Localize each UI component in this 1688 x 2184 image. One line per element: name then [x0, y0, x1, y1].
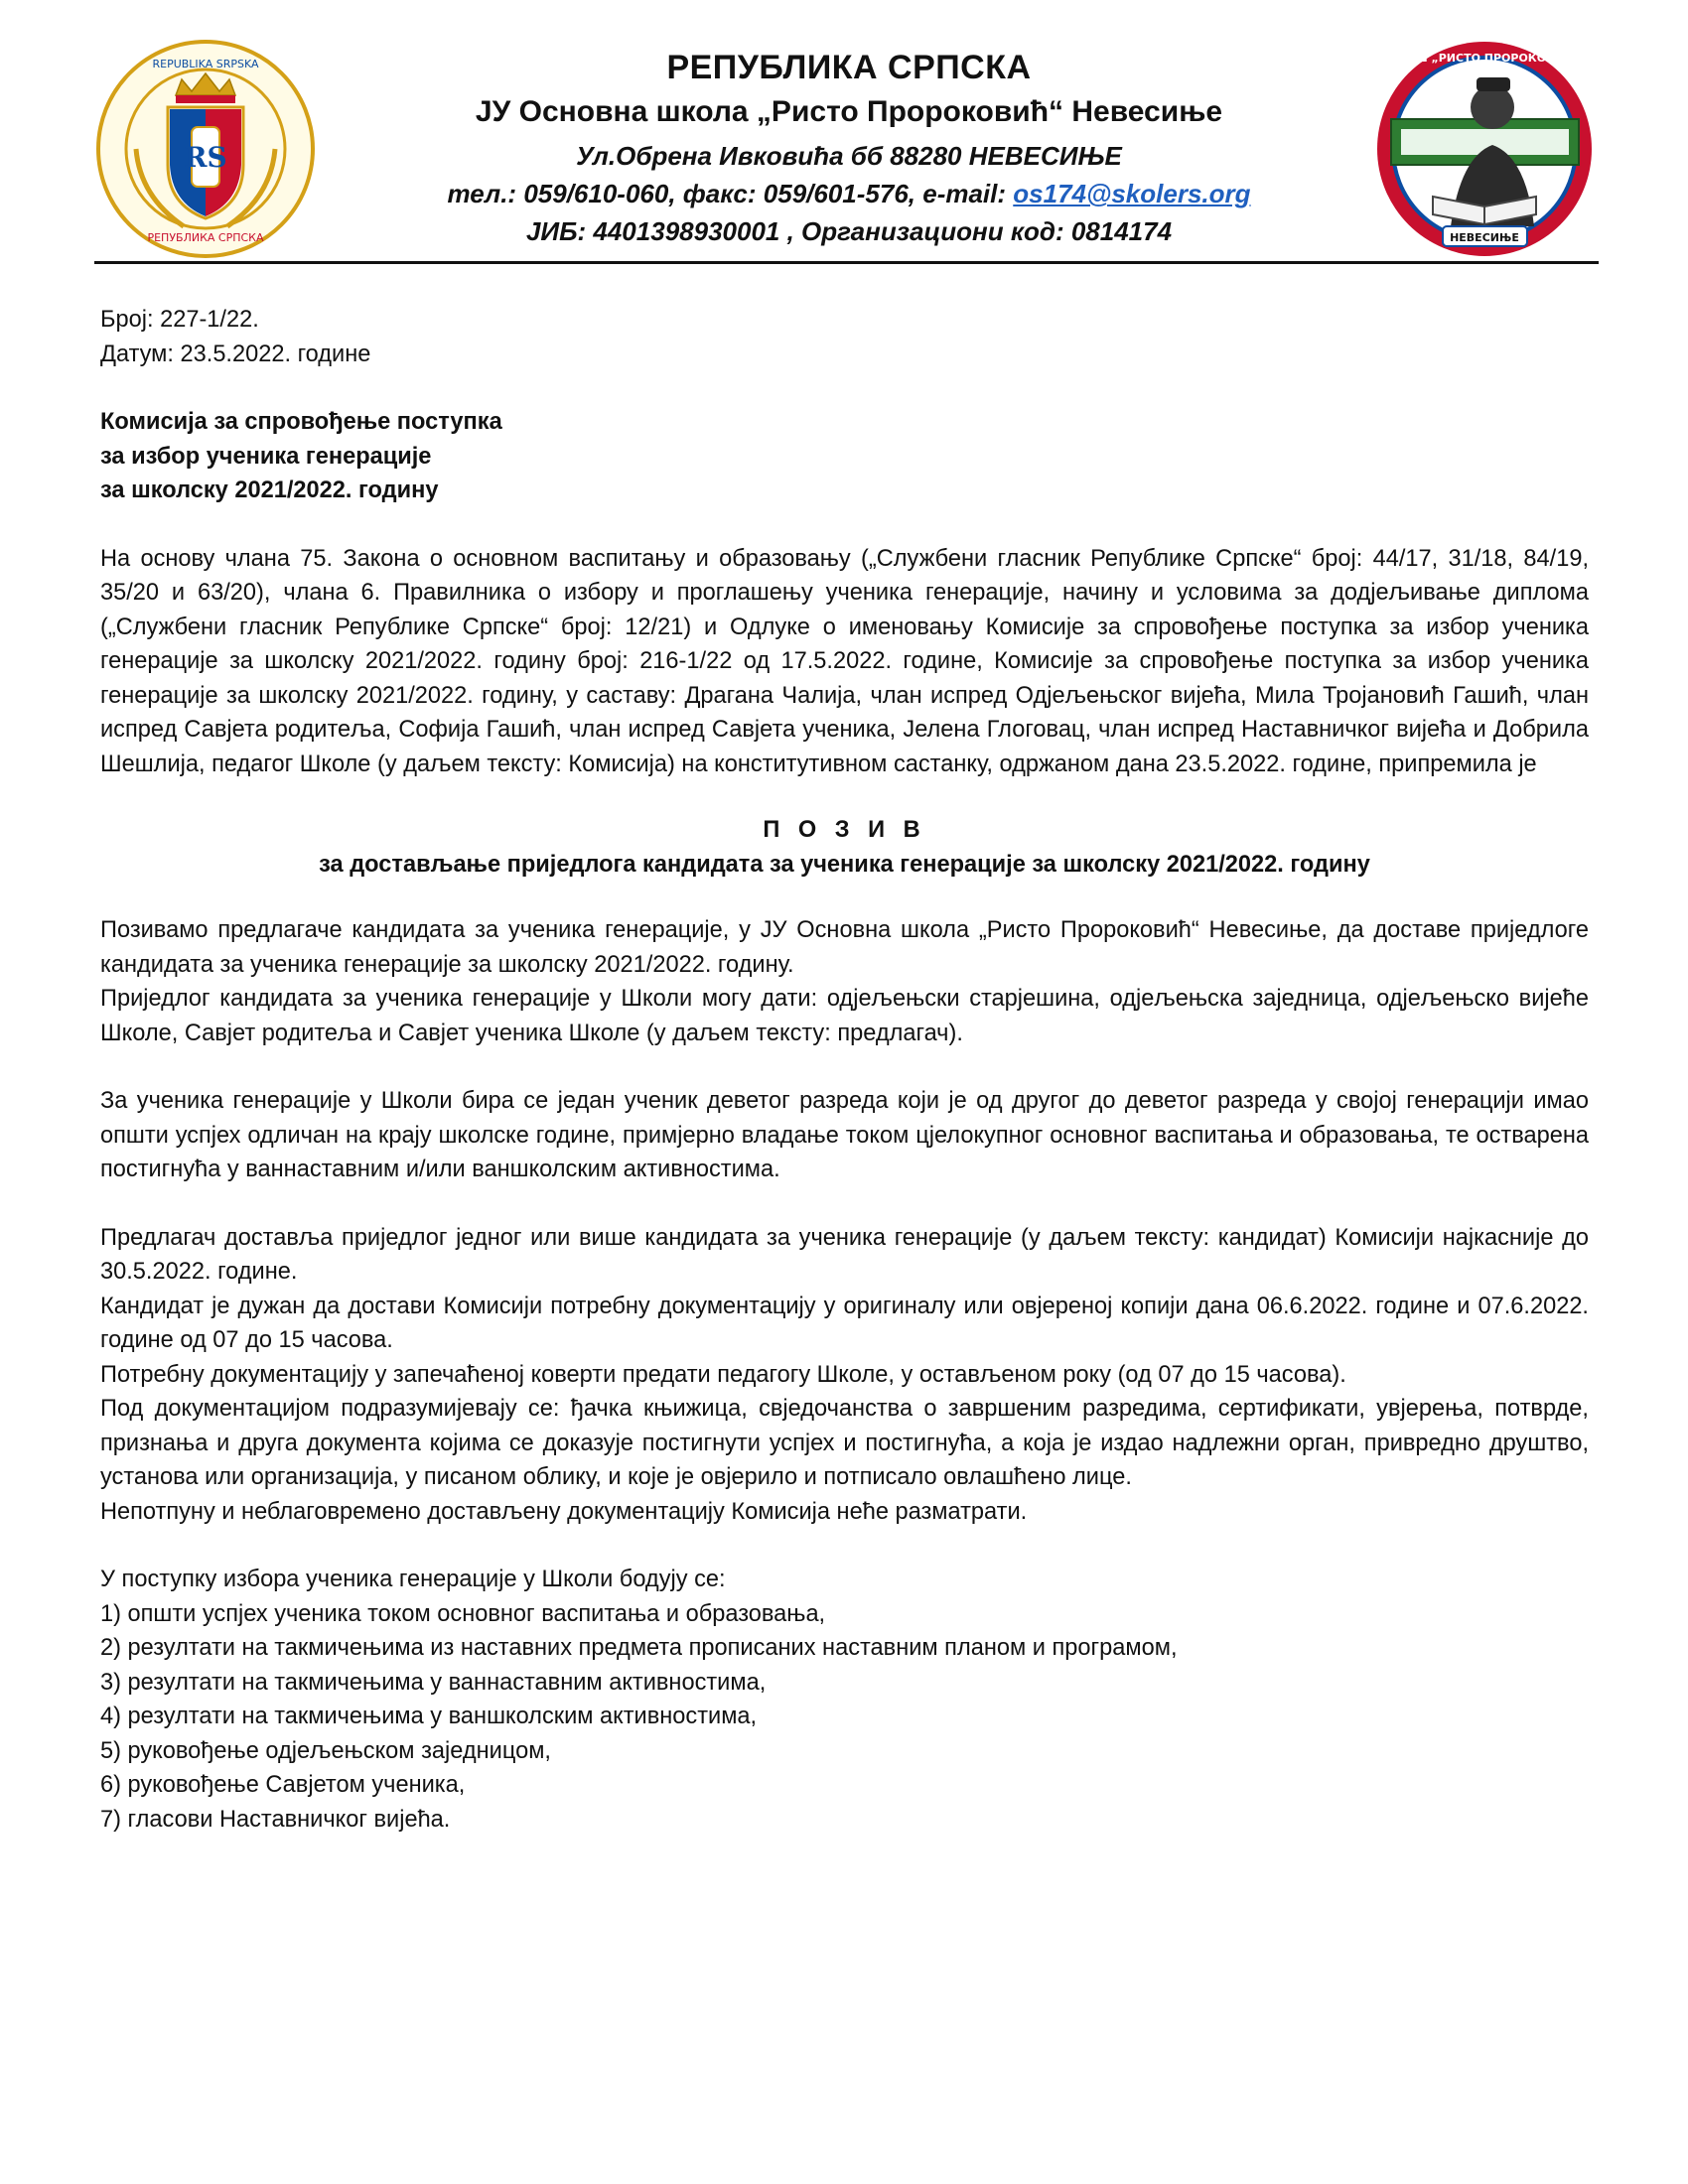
- committee-line-2: за избор ученика генерације: [100, 443, 432, 470]
- svg-text:РЕПУБЛИКА СРПСКА: РЕПУБЛИКА СРПСКА: [147, 231, 264, 244]
- document-title: П О З И В: [763, 817, 926, 843]
- school-contact: [323, 175, 1375, 212]
- letterhead-text: [323, 46, 1375, 250]
- svg-text:ЈУ ОШ „РИСТО ПРОРОКОВИЋ“: ЈУ ОШ „РИСТО ПРОРОКОВИЋ“: [1388, 52, 1581, 65]
- criteria-item: 7) гласови Наставничког вијећа.: [100, 1806, 451, 1833]
- criteria-item: 4) резултати на такмичењима у ваншколским активностима,: [100, 1704, 758, 1729]
- selection-paragraph: За ученика генерације у Школи бира се један ученик деветог разреда који је од другог до деветог разреда у својој генерацији имао општи успјех одличан на крају школске године, примјерно владање током цјелокупног основног васпитања и образовања, те остварена постигнућа у ваннаставним и/или ваншколским активностима.: [100, 1088, 1589, 1182]
- document-subtitle: за достављање приједлога кандидата за ученика генерације за школску 2021/2022. годину: [319, 851, 1370, 878]
- deadline-paragraph: Предлагач доставља приједлог једног или више кандидата за ученика генерације (у даљем тексту: кандидат) Комисији најкасније до 30.5.2022. године.: [100, 1224, 1589, 1285]
- school-address: Ул.Обрена Ивковића бб 88280 НЕВЕСИЊЕ: [576, 141, 1122, 171]
- email-link[interactable]: os174@skolers.org: [1013, 179, 1251, 208]
- proposers-paragraph: Приједлог кандидата за ученика генерације у Школи могу дати: одјељењски старјешина, одјељењска заједница, одјељењско вијеће Школе, Савјет родитеља и Савјет ученика Школе (у даљем тексту: предлагач).: [100, 986, 1589, 1046]
- contact-phones: тел.: 059/610-060, факс: 059/601-576, e-mail:: [447, 179, 1014, 208]
- republika-srpska-coat-of-arms-icon: [94, 38, 318, 261]
- criteria-item: 1) општи успјех ученика током основног васпитања и образовања,: [100, 1600, 826, 1627]
- criteria-intro: У поступку избора ученика генерације у Школи бодују се:: [100, 1567, 726, 1592]
- criteria-item: 6) руковођење Савјетом ученика,: [100, 1772, 466, 1798]
- criteria-item: 3) резултати на такмичењима у ваннаставним активностима,: [100, 1669, 767, 1696]
- committee-line-1: Комисија за спровођење поступка: [100, 409, 502, 435]
- svg-text:REPUBLIKA SRPSKA: REPUBLIKA SRPSKA: [152, 58, 259, 70]
- incomplete-docs-paragraph: Непотпуну и неблаговремено достављену документацију Комисија неће разматрати.: [100, 1498, 1028, 1525]
- letterhead-divider: [94, 261, 1599, 264]
- document-date: Датум: 23.5.2022. године: [100, 341, 371, 367]
- document-number: Број: 227-1/22.: [100, 307, 259, 333]
- letterhead: [94, 38, 1599, 266]
- committee-line-3: за школску 2021/2022. годину: [100, 478, 439, 503]
- envelope-paragraph: Потребну документацију у запечаћеној коверти предати педагогу Школе, у остављеном року (од 07 до 15 часова).: [100, 1361, 1346, 1388]
- school-name: ЈУ Основна школа „Ристо Пророковић“ Невесиње: [475, 95, 1223, 128]
- school-emblem-icon: [1373, 38, 1597, 261]
- criteria-item: 2) резултати на такмичењима из наставних предмета прописаних наставним планом и програмом,: [100, 1635, 1178, 1661]
- school-ids: ЈИБ: 4401398930001 , Организациони код: 0814174: [525, 216, 1173, 246]
- svg-text:НЕВЕСИЊЕ: НЕВЕСИЊЕ: [1450, 231, 1519, 244]
- intro-paragraph: На основу члана 75. Закона о основном васпитању и образовању („Службени гласник Републике Српске“ број: 44/17, 31/18, 84/19, 35/20 и 63/20), члана 6. Правилника о избору и проглашењу ученика генерације, начину и условима за додјељивање диплома („Службени гласник Републике Српске“ број: 12/21) и Одлуке о именовању Комисије за спровођење поступка за избор ученика генерације за школску 2021/2022. годину број: 216-1/22 од 17.5.2022. године, Комисије за спровођење поступка за избор ученика генерације за школску 2021/2022. годину, у саставу: Драгана Чалија, члан испред Одјељењског вијећа, Мила Тројановић Гашић, члан испред Савјета родитеља, Софија Гашић, члан испред Савјета ученика, Јелена Глоговац, члан испред Наставничког вијећа и Добрила Шешлија, педагог Школе (у даљем тексту: Комисија) на конститутивном састанку, одржаном дана 23.5.2022. године, припремила је: [100, 545, 1589, 777]
- documents-dates-paragraph: Кандидат је дужан да достави Комисији потребну документацију у оригиналу или овјереној копији дана 06.6.2022. године и 07.6.2022. године од 07 до 15 часова.: [100, 1293, 1589, 1353]
- criteria-list: [100, 1597, 1589, 1838]
- document-body: [100, 303, 1589, 1837]
- documents-list-paragraph: Под документацијом подразумијевају се: ђачка књижица, свједочанства о завршеним разредима, сертификати, увјерења, потврде, признања и друга документа којима се доказује постигнути успјех и постигнућа, а која је издао надлежни орган, привредно друштво, установа или организација, у писаном облику, и које је овјерило и потписало овлашћено лице.: [100, 1396, 1589, 1490]
- invite-paragraph: Позивамо предлагаче кандидата за ученика генерације, у ЈУ Основна школа „Ристо Пророковић“ Невесиње, да доставе приједлоге кандидата за ученика генерације за школску 2021/2022. годину.: [100, 917, 1589, 978]
- svg-text:RS: RS: [184, 141, 227, 174]
- criteria-item: 5) руковођење одјељењском заједницом,: [100, 1737, 551, 1764]
- republic-title: РЕПУБЛИКА СРПСКА: [666, 49, 1032, 86]
